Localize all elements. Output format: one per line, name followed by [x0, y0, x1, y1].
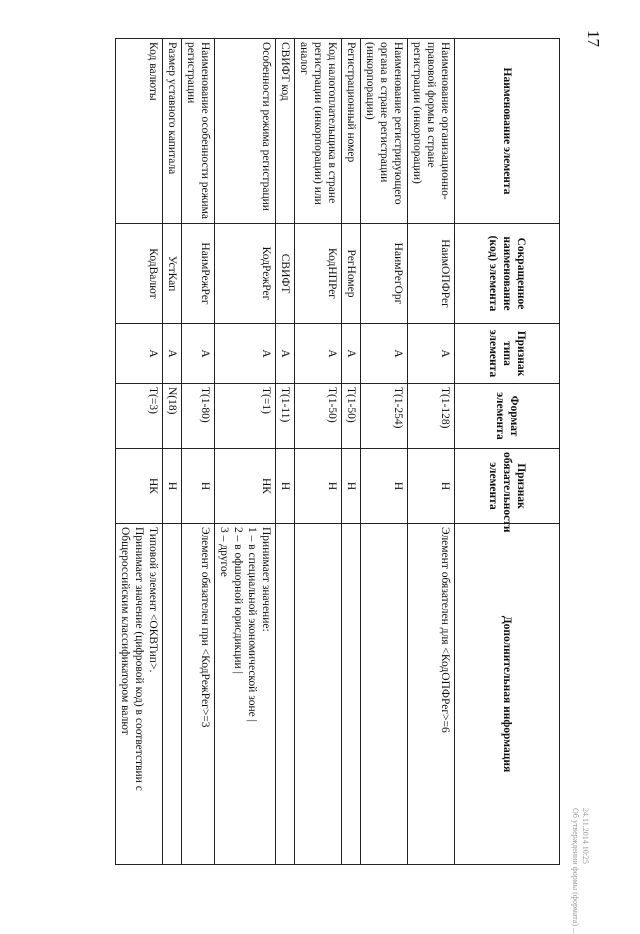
element-name-cell: Регистрационный номер [342, 39, 361, 224]
table-body [116, 39, 455, 865]
header-info: Дополнительная информация [455, 524, 560, 865]
element-format-cell: T(1-128) [408, 384, 455, 449]
element-name-cell: Код налогоплательщика в стране регистрации (инкорпорации) или аналог [295, 39, 342, 224]
element-required-cell: Н [182, 449, 215, 524]
additional-info-cell [116, 524, 163, 865]
additional-info-cell [408, 524, 455, 865]
element-code-cell: КодНПРег [295, 224, 342, 324]
table-row [116, 39, 163, 865]
table-row [408, 39, 455, 865]
element-type-cell: A [163, 324, 182, 384]
table-row [295, 39, 342, 865]
element-type-cell: A [276, 324, 295, 384]
additional-info-cell [342, 524, 361, 865]
element-name-cell: Код валюты [116, 39, 163, 224]
element-name-cell: Наименование регистрирующего органа в стране регистрации (инкорпорации) [361, 39, 408, 224]
additional-info-cell [182, 524, 215, 865]
element-format-cell: T(1-11) [276, 384, 295, 449]
header-code: Сокращенное наименование (код) элемента [455, 224, 560, 324]
element-name-cell: Особенности режима регистрации [215, 39, 276, 224]
document-body [90, 38, 560, 864]
stamp-line: Об утверждении формы (формата) ... [571, 808, 580, 934]
element-name-cell: Наименование особенности режима регистрации [182, 39, 215, 224]
info-line: Элемент обязателен при <КодРежРег>=3 [199, 527, 211, 728]
info-line: Принимает значение (цифровой код) в соответствии с Общероссийским классификатором валют [119, 527, 145, 791]
additional-info-cell [163, 524, 182, 865]
info-line: 1 – в специальной экономической зоне | [246, 527, 258, 722]
info-line: 2 – в офшорной юрисдикции | [232, 527, 244, 674]
header-format: Формат элемента [455, 384, 560, 449]
table-row [342, 39, 361, 865]
element-required-cell: Н [342, 449, 361, 524]
element-required-cell: Н [295, 449, 342, 524]
element-type-cell: A [342, 324, 361, 384]
element-type-cell: A [182, 324, 215, 384]
additional-info-cell [276, 524, 295, 865]
element-format-cell: T(1-50) [295, 384, 342, 449]
element-code-cell: НаимРегОрг [361, 224, 408, 324]
stamp-line: 24.11.2014 10:25 [581, 808, 590, 864]
table-row [276, 39, 295, 865]
additional-info-cell [295, 524, 342, 865]
elements-table [115, 38, 560, 865]
element-code-cell: КодРежРег [215, 224, 276, 324]
element-required-cell: Н [163, 449, 182, 524]
header-name: Наименование элемента [455, 39, 560, 224]
element-code-cell: НаимРежРег [182, 224, 215, 324]
element-code-cell: СВИФТ [276, 224, 295, 324]
additional-info-cell [215, 524, 276, 865]
element-required-cell: Н [408, 449, 455, 524]
page-number: 17 [584, 30, 603, 47]
table-header-row [455, 39, 560, 865]
element-type-cell: A [361, 324, 408, 384]
element-name-cell: СВИФТ код [276, 39, 295, 224]
header-required: Признак обязательности элемента [455, 449, 560, 524]
scan-stamp [570, 808, 590, 934]
element-required-cell: Н [361, 449, 408, 524]
additional-info-cell [361, 524, 408, 865]
element-code-cell: КодВалют [116, 224, 163, 324]
info-line: Типовой элемент <ОКВТип>. [147, 527, 159, 673]
element-format-cell: T(1-254) [361, 384, 408, 449]
table-row [163, 39, 182, 865]
element-code-cell: НаимОПФРег [408, 224, 455, 324]
element-code-cell: УстКап [163, 224, 182, 324]
element-format-cell: T(=1) [215, 384, 276, 449]
element-type-cell: A [116, 324, 163, 384]
element-format-cell: N(18) [163, 384, 182, 449]
table-row [182, 39, 215, 865]
element-format-cell: T(1-50) [342, 384, 361, 449]
table-row [361, 39, 408, 865]
header-type: Признак типа элемента [455, 324, 560, 384]
element-name-cell: Размер уставного капитала [163, 39, 182, 224]
element-required-cell: НК [215, 449, 276, 524]
table-row [215, 39, 276, 865]
element-required-cell: Н [276, 449, 295, 524]
element-format-cell: T(=3) [116, 384, 163, 449]
element-code-cell: РегНомер [342, 224, 361, 324]
element-required-cell: НК [116, 449, 163, 524]
element-format-cell: T(1-80) [182, 384, 215, 449]
element-type-cell: A [215, 324, 276, 384]
info-line: Принимает значение: [260, 527, 272, 632]
element-type-cell: A [408, 324, 455, 384]
element-type-cell: A [295, 324, 342, 384]
info-line: Элемент обязателен для <КодОПФРег>=6 [439, 527, 451, 733]
element-name-cell: Наименование организационно-правовой формы в стране регистрации (инкорпорации) [408, 39, 455, 224]
info-line: 3 – другое [218, 527, 230, 577]
